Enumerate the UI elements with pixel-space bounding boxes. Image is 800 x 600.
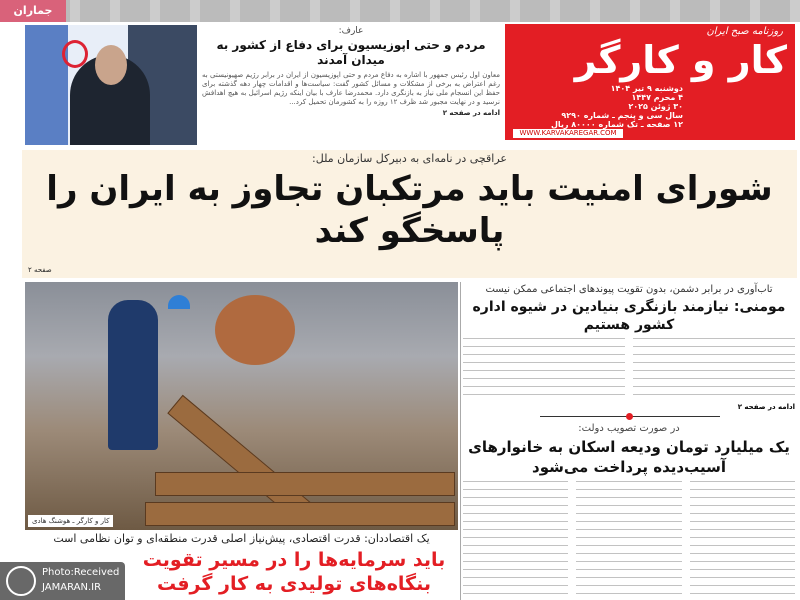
top-article-kicker: عارف: xyxy=(338,26,364,36)
masthead-url[interactable]: WWW.KARVAKAREGAR.COM xyxy=(513,129,623,138)
bottom-headline[interactable]: باید سرمایه‌ها را در مسیر تقویت بنگاه‌های تولیدی به کار گرفت xyxy=(142,549,446,595)
right-headline[interactable]: مومنی: نیازمند بازنگری بنیادین در شیوه اداره کشور هستیم xyxy=(472,299,786,333)
lead-page-ref[interactable]: صفحه ۲ xyxy=(28,266,52,274)
steel-beam xyxy=(145,502,455,526)
top-article-continued[interactable]: ادامه در صفحه ۲ xyxy=(442,109,500,117)
divider-dot-icon xyxy=(626,413,633,420)
issue-price: ۱۲ صفحه ـ تک شماره ۸۰۰۰۰ ریال xyxy=(550,120,683,129)
top-article xyxy=(202,26,500,146)
right2-kicker: در صورت تصویب دولت: xyxy=(578,423,680,434)
steel-beam xyxy=(155,472,455,496)
right-continued[interactable]: ادامه در صفحه ۲ xyxy=(737,403,795,411)
right-body-text xyxy=(463,338,795,400)
watermark-line2: JAMARAN.IR xyxy=(42,582,102,593)
right-column xyxy=(463,283,795,598)
watermark-line1: Photo:Received xyxy=(42,567,120,578)
photo-watermark xyxy=(0,562,125,600)
issue-number: سال سی و پنجم ـ شماره ۹۲۹۰ xyxy=(561,111,683,120)
photo-caption: کار و کارگر ـ هوشنگ هادی xyxy=(28,515,113,527)
masthead xyxy=(505,24,795,140)
right-kicker: تاب‌آوری در برابر دشمن، بدون تقویت پیوندهای اجتماعی ممکن نیست xyxy=(485,284,773,295)
masthead-info xyxy=(513,84,683,129)
bottom-kicker: یک اقتصاددان: قدرت اقتصادی، پیش‌نیاز اصلی قدرت منطقه‌ای و توان نظامی است xyxy=(53,532,430,545)
issue-date-hijri: ۴ محرم ۱۴۴۷ xyxy=(631,93,683,102)
issue-date: دوشنبه ۹ تیر ۱۴۰۴ xyxy=(610,84,683,93)
top-article-body: معاون اول رئیس جمهور با اشاره به دفاع مردم و حتی اپوزیسیون از ایران در برابر رژیم صهیونیستی به رغم اعتراض به برخی از مشکلات و مسائل کشور گفت: سیاست‌ها و اقدامات چهار دهه گذشته برای حفظ این انسجام ملی نیاز به بازنگری دارد. محمدرضا عارف با بیان اینکه رژیم اسرائیل به هیچ اهدافش نرسید و در نهایت مجبور شد ظرف ۱۲ روزه را به کشورمان تحمیل کرد... xyxy=(202,71,500,106)
masthead-tagline: روزنامه صبح ایران xyxy=(706,26,783,37)
right2-body-text xyxy=(463,481,795,598)
column-divider xyxy=(460,282,461,600)
steel-pipe xyxy=(215,295,295,365)
right2-headline[interactable]: یک میلیارد تومان ودیعه اسکان به خانوارهای آسیب‌دیده پرداخت می‌شود xyxy=(468,438,790,476)
top-article-headline[interactable]: مردم و حتی اپوزیسیون برای دفاع از کشور به میدان آمدند xyxy=(216,38,486,67)
lead-kicker: عراقچی در نامه‌ای به دبیرکل سازمان ملل: xyxy=(312,152,507,165)
jamaran-logo-icon xyxy=(6,566,36,596)
masthead-title: کار و کارگر xyxy=(574,38,787,82)
top-strip xyxy=(0,0,800,22)
site-logo[interactable]: جماران xyxy=(0,0,66,22)
person-face xyxy=(95,45,127,85)
lead-headline[interactable]: شورای امنیت باید مرتکبان تجاوز به ایران را پاسخگو کند xyxy=(46,169,773,251)
issue-date-gregorian: ۳۰ ژوئن ۲۰۲۵ xyxy=(628,102,683,111)
worker-figure xyxy=(108,300,158,450)
section-divider-wrap xyxy=(463,412,795,422)
